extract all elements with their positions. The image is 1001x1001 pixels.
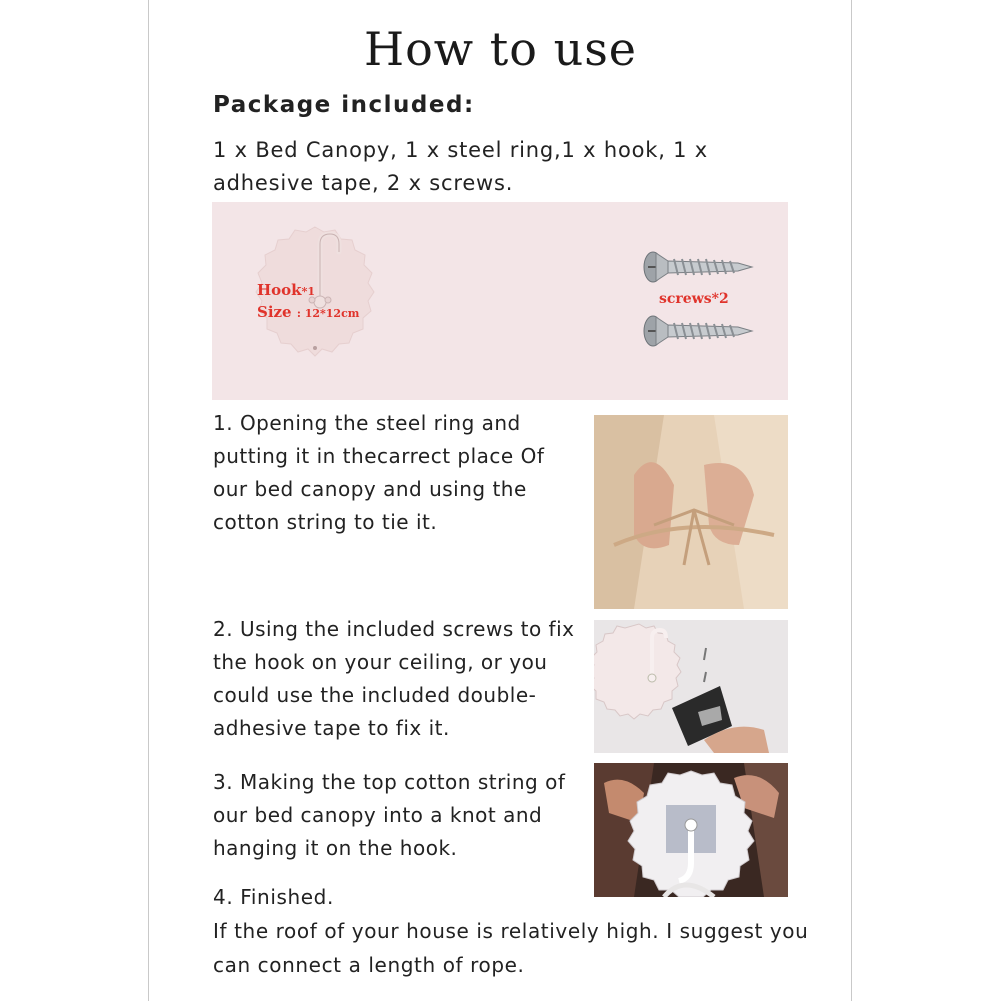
page-title: How to use bbox=[363, 22, 638, 76]
step-1-text: 1. Opening the steel ring and putting it in thecarrect place Of our bed canopy and using the cotton string to tie it. bbox=[213, 411, 545, 534]
screw-bottom-icon bbox=[640, 314, 756, 348]
size-label: Size bbox=[257, 303, 292, 321]
hook-size-label bbox=[257, 280, 359, 324]
hook-count: *1 bbox=[301, 285, 315, 298]
step-2-photo bbox=[594, 620, 788, 753]
step-4-text: If the roof of your house is relatively high. I suggest you can connect a length of rope. bbox=[213, 919, 809, 977]
step-4-block bbox=[213, 880, 813, 982]
hook-label: Hook bbox=[257, 281, 302, 299]
step-3-text: 3. Making the top cotton string of our bed canopy into a knot and hanging it on the hook. bbox=[213, 770, 566, 860]
package-contents: 1 x Bed Canopy, 1 x steel ring,1 x hook, 1 x adhesive tape, 2 x screws. bbox=[213, 138, 709, 195]
step-4-heading: 4. Finished. bbox=[213, 885, 334, 909]
screws-label: screws*2 bbox=[659, 291, 729, 307]
package-heading: Package included: bbox=[213, 92, 475, 118]
size-value: : 12*12cm bbox=[296, 307, 360, 320]
step-3-photo bbox=[594, 763, 788, 897]
screw-top-icon bbox=[640, 250, 756, 284]
step-2-text: 2. Using the included screws to fix the hook on your ceiling, or you could use the included double-adhesive tape to fix it. bbox=[213, 617, 575, 740]
page-border-left bbox=[148, 0, 149, 1001]
step-1-photo bbox=[594, 415, 788, 609]
page-border-right bbox=[851, 0, 852, 1001]
